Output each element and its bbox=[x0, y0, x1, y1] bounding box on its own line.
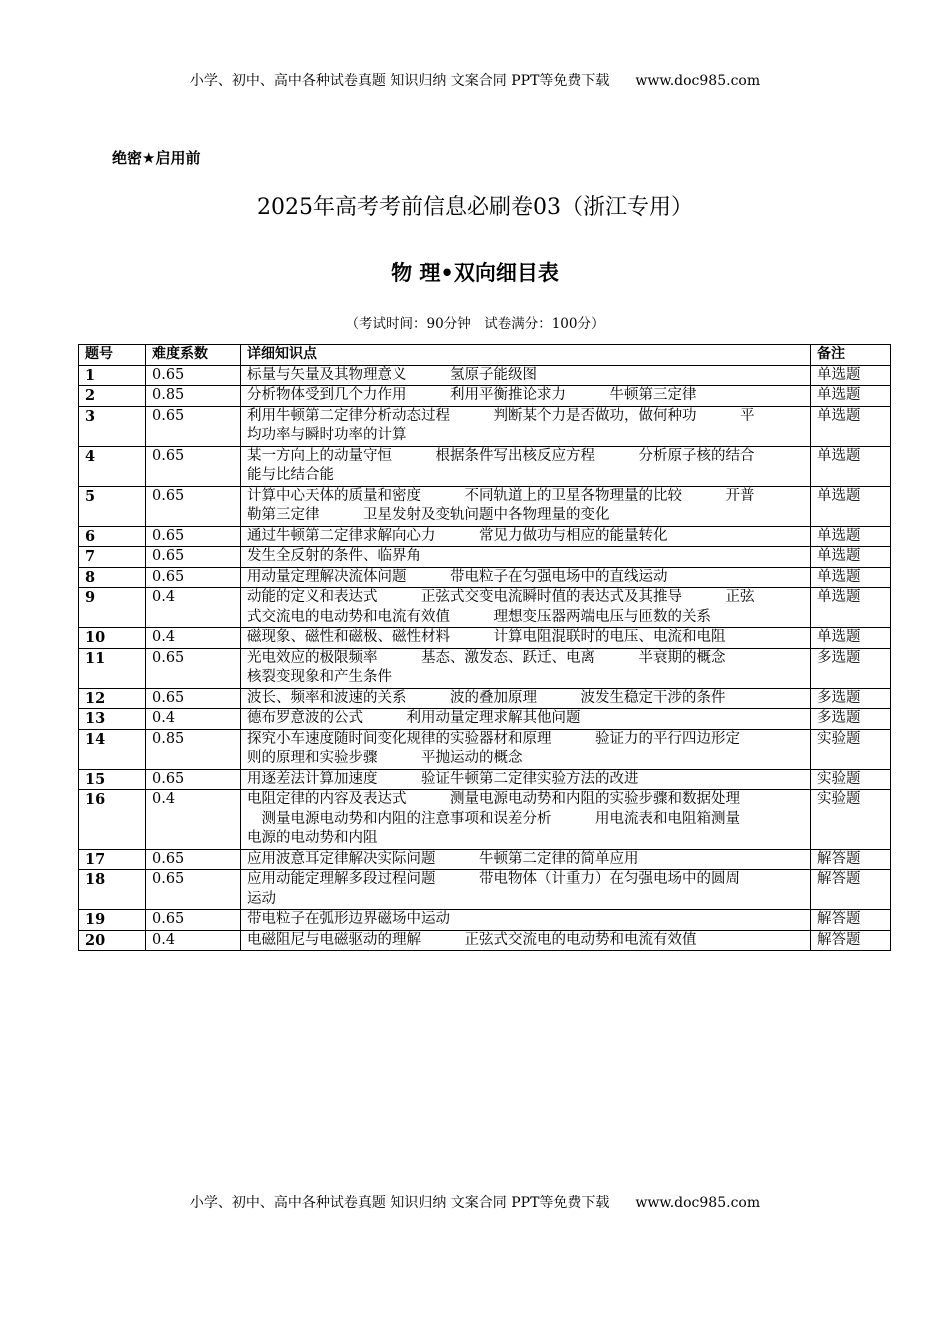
table-row bbox=[79, 547, 891, 568]
exam-info: （考试时间：90分钟 试卷满分：100分） bbox=[345, 316, 605, 332]
table-row bbox=[79, 406, 891, 446]
question-number: 7 bbox=[79, 547, 146, 568]
page-header bbox=[0, 70, 950, 90]
question-type: 实验题 bbox=[811, 790, 891, 850]
question-type: 单选题 bbox=[811, 386, 891, 407]
question-number: 17 bbox=[79, 849, 146, 870]
table-row bbox=[79, 910, 891, 931]
table-row bbox=[79, 870, 891, 910]
question-number: 2 bbox=[79, 386, 146, 407]
column-header: 题号 bbox=[79, 345, 146, 366]
difficulty: 0.65 bbox=[146, 910, 241, 931]
table-row bbox=[79, 588, 891, 628]
page-footer bbox=[0, 1192, 950, 1212]
question-number: 9 bbox=[79, 588, 146, 628]
difficulty: 0.65 bbox=[146, 567, 241, 588]
table-row bbox=[79, 688, 891, 709]
knowledge-points: 发生全反射的条件、临界角 bbox=[241, 547, 811, 568]
table-row bbox=[79, 709, 891, 730]
question-number: 18 bbox=[79, 870, 146, 910]
knowledge-points: 电磁阻尼与电磁驱动的理解 正弦式交流电的电动势和电流有效值 bbox=[241, 930, 811, 951]
question-type: 单选题 bbox=[811, 406, 891, 446]
difficulty: 0.4 bbox=[146, 790, 241, 850]
difficulty: 0.65 bbox=[146, 365, 241, 386]
question-number: 3 bbox=[79, 406, 146, 446]
difficulty: 0.65 bbox=[146, 526, 241, 547]
difficulty: 0.85 bbox=[146, 386, 241, 407]
knowledge-points: 德布罗意波的公式 利用动量定理求解其他问题 bbox=[241, 709, 811, 730]
table-row bbox=[79, 567, 891, 588]
difficulty: 0.65 bbox=[146, 486, 241, 526]
question-type: 解答题 bbox=[811, 849, 891, 870]
question-number: 1 bbox=[79, 365, 146, 386]
question-number: 11 bbox=[79, 648, 146, 688]
secret-label: 绝密★启用前 bbox=[112, 149, 201, 167]
question-number: 5 bbox=[79, 486, 146, 526]
question-number: 15 bbox=[79, 769, 146, 790]
column-header: 难度系数 bbox=[146, 345, 241, 366]
question-number: 13 bbox=[79, 709, 146, 730]
footer-text: 小学、初中、高中各种试卷真题 知识归纳 文案合同 PPT等免费下载 bbox=[189, 1195, 610, 1211]
knowledge-points: 磁现象、磁性和磁极、磁性材料 计算电阻混联时的电压、电流和电阻 bbox=[241, 628, 811, 649]
column-header: 备注 bbox=[811, 345, 891, 366]
question-type: 单选题 bbox=[811, 628, 891, 649]
question-type: 单选题 bbox=[811, 588, 891, 628]
question-number: 10 bbox=[79, 628, 146, 649]
question-type: 多选题 bbox=[811, 709, 891, 730]
question-number: 4 bbox=[79, 446, 146, 486]
knowledge-points: 计算中心天体的质量和密度 不同轨道上的卫星各物理量的比较 开普 勒第三定律 卫星发射及变轨问题中各物理量的变化 bbox=[241, 486, 811, 526]
difficulty: 0.4 bbox=[146, 930, 241, 951]
question-number: 6 bbox=[79, 526, 146, 547]
question-number: 16 bbox=[79, 790, 146, 850]
table-row bbox=[79, 930, 891, 951]
document-title: 2025年高考考前信息必刷卷03（浙江专用） bbox=[257, 195, 693, 220]
knowledge-points: 波长、频率和波速的关系 波的叠加原理 波发生稳定干涉的条件 bbox=[241, 688, 811, 709]
knowledge-points: 应用波意耳定律解决实际问题 牛顿第二定律的简单应用 bbox=[241, 849, 811, 870]
question-type: 单选题 bbox=[811, 526, 891, 547]
column-header: 详细知识点 bbox=[241, 345, 811, 366]
question-number: 8 bbox=[79, 567, 146, 588]
difficulty: 0.65 bbox=[146, 547, 241, 568]
table-row bbox=[79, 386, 891, 407]
question-type: 单选题 bbox=[811, 547, 891, 568]
question-type: 解答题 bbox=[811, 870, 891, 910]
table-row bbox=[79, 769, 891, 790]
knowledge-points: 电阻定律的内容及表达式 测量电源电动势和内阻的实验步骤和数据处理 测量电源电动势和内阻的注意事项和误差分析 用电流表和电阻箱测量 电源的电动势和内阻 bbox=[241, 790, 811, 850]
table-row bbox=[79, 790, 891, 850]
table-row bbox=[79, 526, 891, 547]
table-row bbox=[79, 648, 891, 688]
difficulty: 0.65 bbox=[146, 769, 241, 790]
table-row bbox=[79, 486, 891, 526]
knowledge-points: 标量与矢量及其物理意义 氢原子能级图 bbox=[241, 365, 811, 386]
footer-url: www.doc985.com bbox=[635, 1195, 761, 1211]
difficulty: 0.4 bbox=[146, 588, 241, 628]
question-type: 单选题 bbox=[811, 486, 891, 526]
table-header-row bbox=[79, 345, 891, 366]
difficulty: 0.65 bbox=[146, 446, 241, 486]
difficulty: 0.65 bbox=[146, 688, 241, 709]
knowledge-points: 探究小车速度随时间变化规律的实验器材和原理 验证力的平行四边形定 则的原理和实验步骤 平抛运动的概念 bbox=[241, 729, 811, 769]
knowledge-points: 利用牛顿第二定律分析动态过程 判断某个力是否做功，做何种功 平 均功率与瞬时功率的计算 bbox=[241, 406, 811, 446]
question-type: 多选题 bbox=[811, 648, 891, 688]
question-type: 多选题 bbox=[811, 688, 891, 709]
knowledge-points: 光电效应的极限频率 基态、激发态、跃迁、电离 半衰期的概念 核裂变现象和产生条件 bbox=[241, 648, 811, 688]
header-url: www.doc985.com bbox=[635, 73, 761, 89]
difficulty: 0.65 bbox=[146, 648, 241, 688]
knowledge-points: 用动量定理解决流体问题 带电粒子在匀强电场中的直线运动 bbox=[241, 567, 811, 588]
table-row bbox=[79, 446, 891, 486]
question-type: 实验题 bbox=[811, 729, 891, 769]
difficulty: 0.65 bbox=[146, 849, 241, 870]
difficulty: 0.85 bbox=[146, 729, 241, 769]
question-type: 解答题 bbox=[811, 910, 891, 931]
specification-table bbox=[78, 344, 891, 951]
table-row bbox=[79, 628, 891, 649]
header-text: 小学、初中、高中各种试卷真题 知识归纳 文案合同 PPT等免费下载 bbox=[189, 73, 610, 89]
difficulty: 0.4 bbox=[146, 628, 241, 649]
knowledge-points: 某一方向上的动量守恒 根据条件写出核反应方程 分析原子核的结合 能与比结合能 bbox=[241, 446, 811, 486]
difficulty: 0.65 bbox=[146, 406, 241, 446]
question-number: 14 bbox=[79, 729, 146, 769]
difficulty: 0.65 bbox=[146, 870, 241, 910]
knowledge-points: 带电粒子在弧形边界磁场中运动 bbox=[241, 910, 811, 931]
question-type: 单选题 bbox=[811, 446, 891, 486]
question-type: 实验题 bbox=[811, 769, 891, 790]
table-row bbox=[79, 849, 891, 870]
question-number: 19 bbox=[79, 910, 146, 931]
knowledge-points: 应用动能定理解多段过程问题 带电物体（计重力）在匀强电场中的圆周 运动 bbox=[241, 870, 811, 910]
document-subtitle: 物 理•双向细目表 bbox=[391, 261, 559, 285]
question-number: 12 bbox=[79, 688, 146, 709]
table-row bbox=[79, 729, 891, 769]
knowledge-points: 通过牛顿第二定律求解向心力 常见力做功与相应的能量转化 bbox=[241, 526, 811, 547]
knowledge-points: 用逐差法计算加速度 验证牛顿第二定律实验方法的改进 bbox=[241, 769, 811, 790]
question-type: 单选题 bbox=[811, 567, 891, 588]
question-number: 20 bbox=[79, 930, 146, 951]
table-row bbox=[79, 365, 891, 386]
question-type: 解答题 bbox=[811, 930, 891, 951]
difficulty: 0.4 bbox=[146, 709, 241, 730]
knowledge-points: 动能的定义和表达式 正弦式交变电流瞬时值的表达式及其推导 正弦 式交流电的电动势和电流有效值 理想变压器两端电压与匝数的关系 bbox=[241, 588, 811, 628]
question-type: 单选题 bbox=[811, 365, 891, 386]
knowledge-points: 分析物体受到几个力作用 利用平衡推论求力 牛顿第三定律 bbox=[241, 386, 811, 407]
